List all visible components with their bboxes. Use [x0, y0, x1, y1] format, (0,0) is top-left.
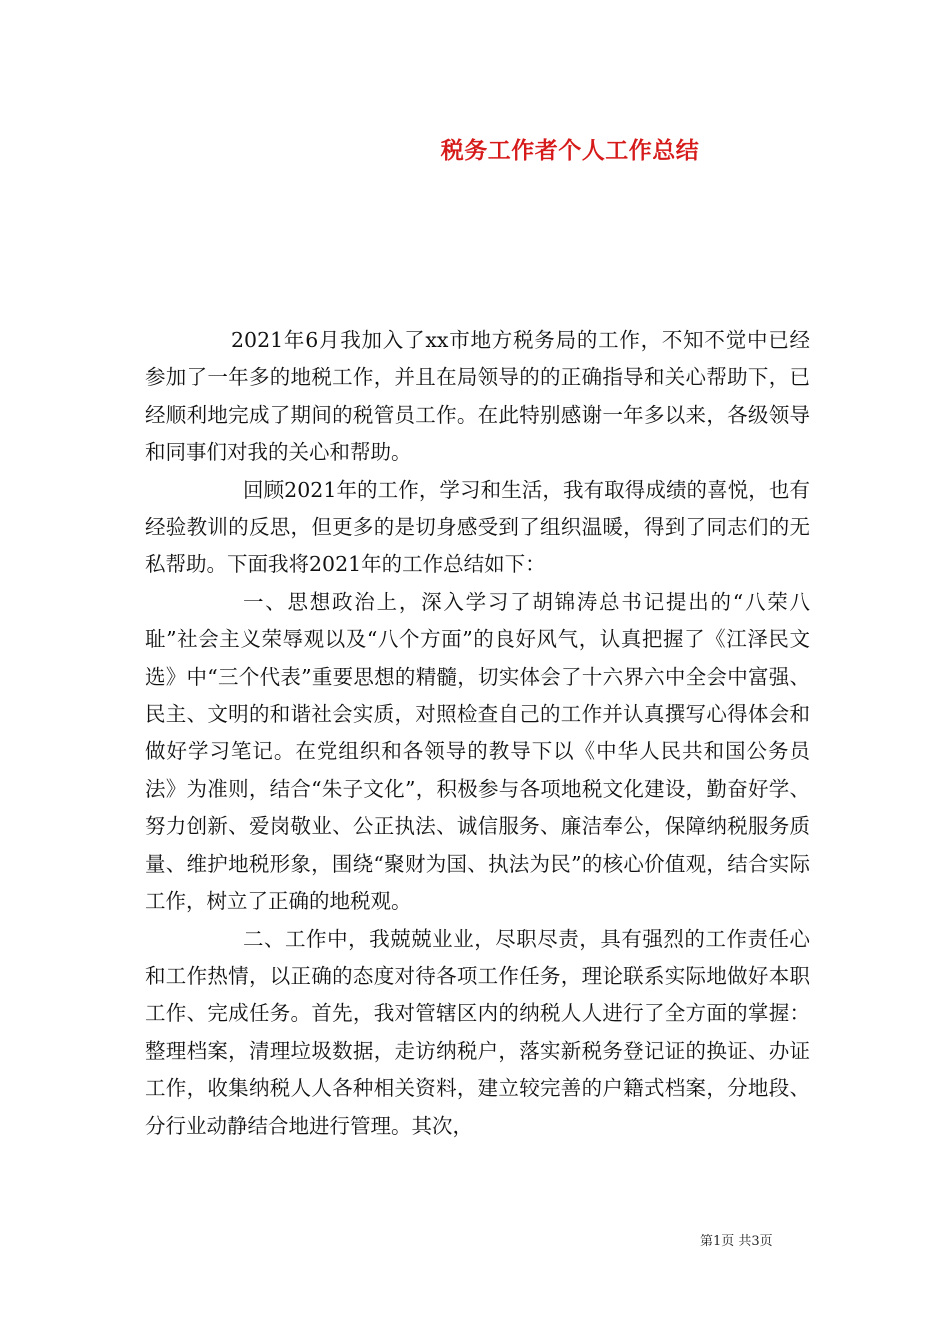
paragraph-intro: 2021年6月我加入了xx市地方税务局的工作，不知不觉中已经参加了一年多的地税工作，并且在局领导的的正确指导和关心帮助下，已经顺利地完成了期间的税管员工作。在此特别感谢一年多以来，各级领导和同事们对我的关心和帮助。: [145, 328, 810, 465]
paragraph-work: 二、工作中，我兢兢业业，尽职尽责，具有强烈的工作责任心和工作热情，以正确的态度对待各项工作任务，理论联系实际地做好本职工作、完成任务。首先，我对管辖区内的纳税人人进行了全方面的掌握：整理档案，清理垃圾数据，走访纳税户，落实新税务登记证的换证、办证工作，收集纳税人人各种相关资料，建立较完善的户籍式档案，分地段、分行业动静结合地进行管理。其次，: [145, 926, 810, 1138]
paragraph-review: 回顾2021年的工作，学习和生活，我有取得成绩的喜悦，也有经验教训的反思，但更多的是切身感受到了组织温暖，得到了同志们的无私帮助。下面我将2021年的工作总结如下：: [145, 477, 810, 577]
page-number: 第1页 共3页: [700, 1234, 773, 1249]
document-body: [145, 322, 810, 1145]
paragraph-politics: 一、思想政治上，深入学习了胡锦涛总书记提出的“八荣八耻”社会主义荣辱观以及“八个方面”的良好风气，认真把握了《江泽民文选》中“三个代表”重要思想的精髓，切实体会了十六界六中全会中富强、民主、文明的和谐社会实质，对照检查自己的工作并认真撰写心得体会和做好学习笔记。在党组织和各领导的教导下以《中华人民共和国公务员法》为准则，结合“朱子文化”，积极参与各项地税文化建设，勤奋好学、努力创新、爱岗敬业、公正执法、诚信服务、廉洁奉公，保障纳税服务质量、维护地税形象，围绕“聚财为国、执法为民”的核心价值观，结合实际工作，树立了正确的地税观。: [145, 589, 810, 914]
document-title: 税务工作者个人工作总结: [440, 138, 700, 164]
